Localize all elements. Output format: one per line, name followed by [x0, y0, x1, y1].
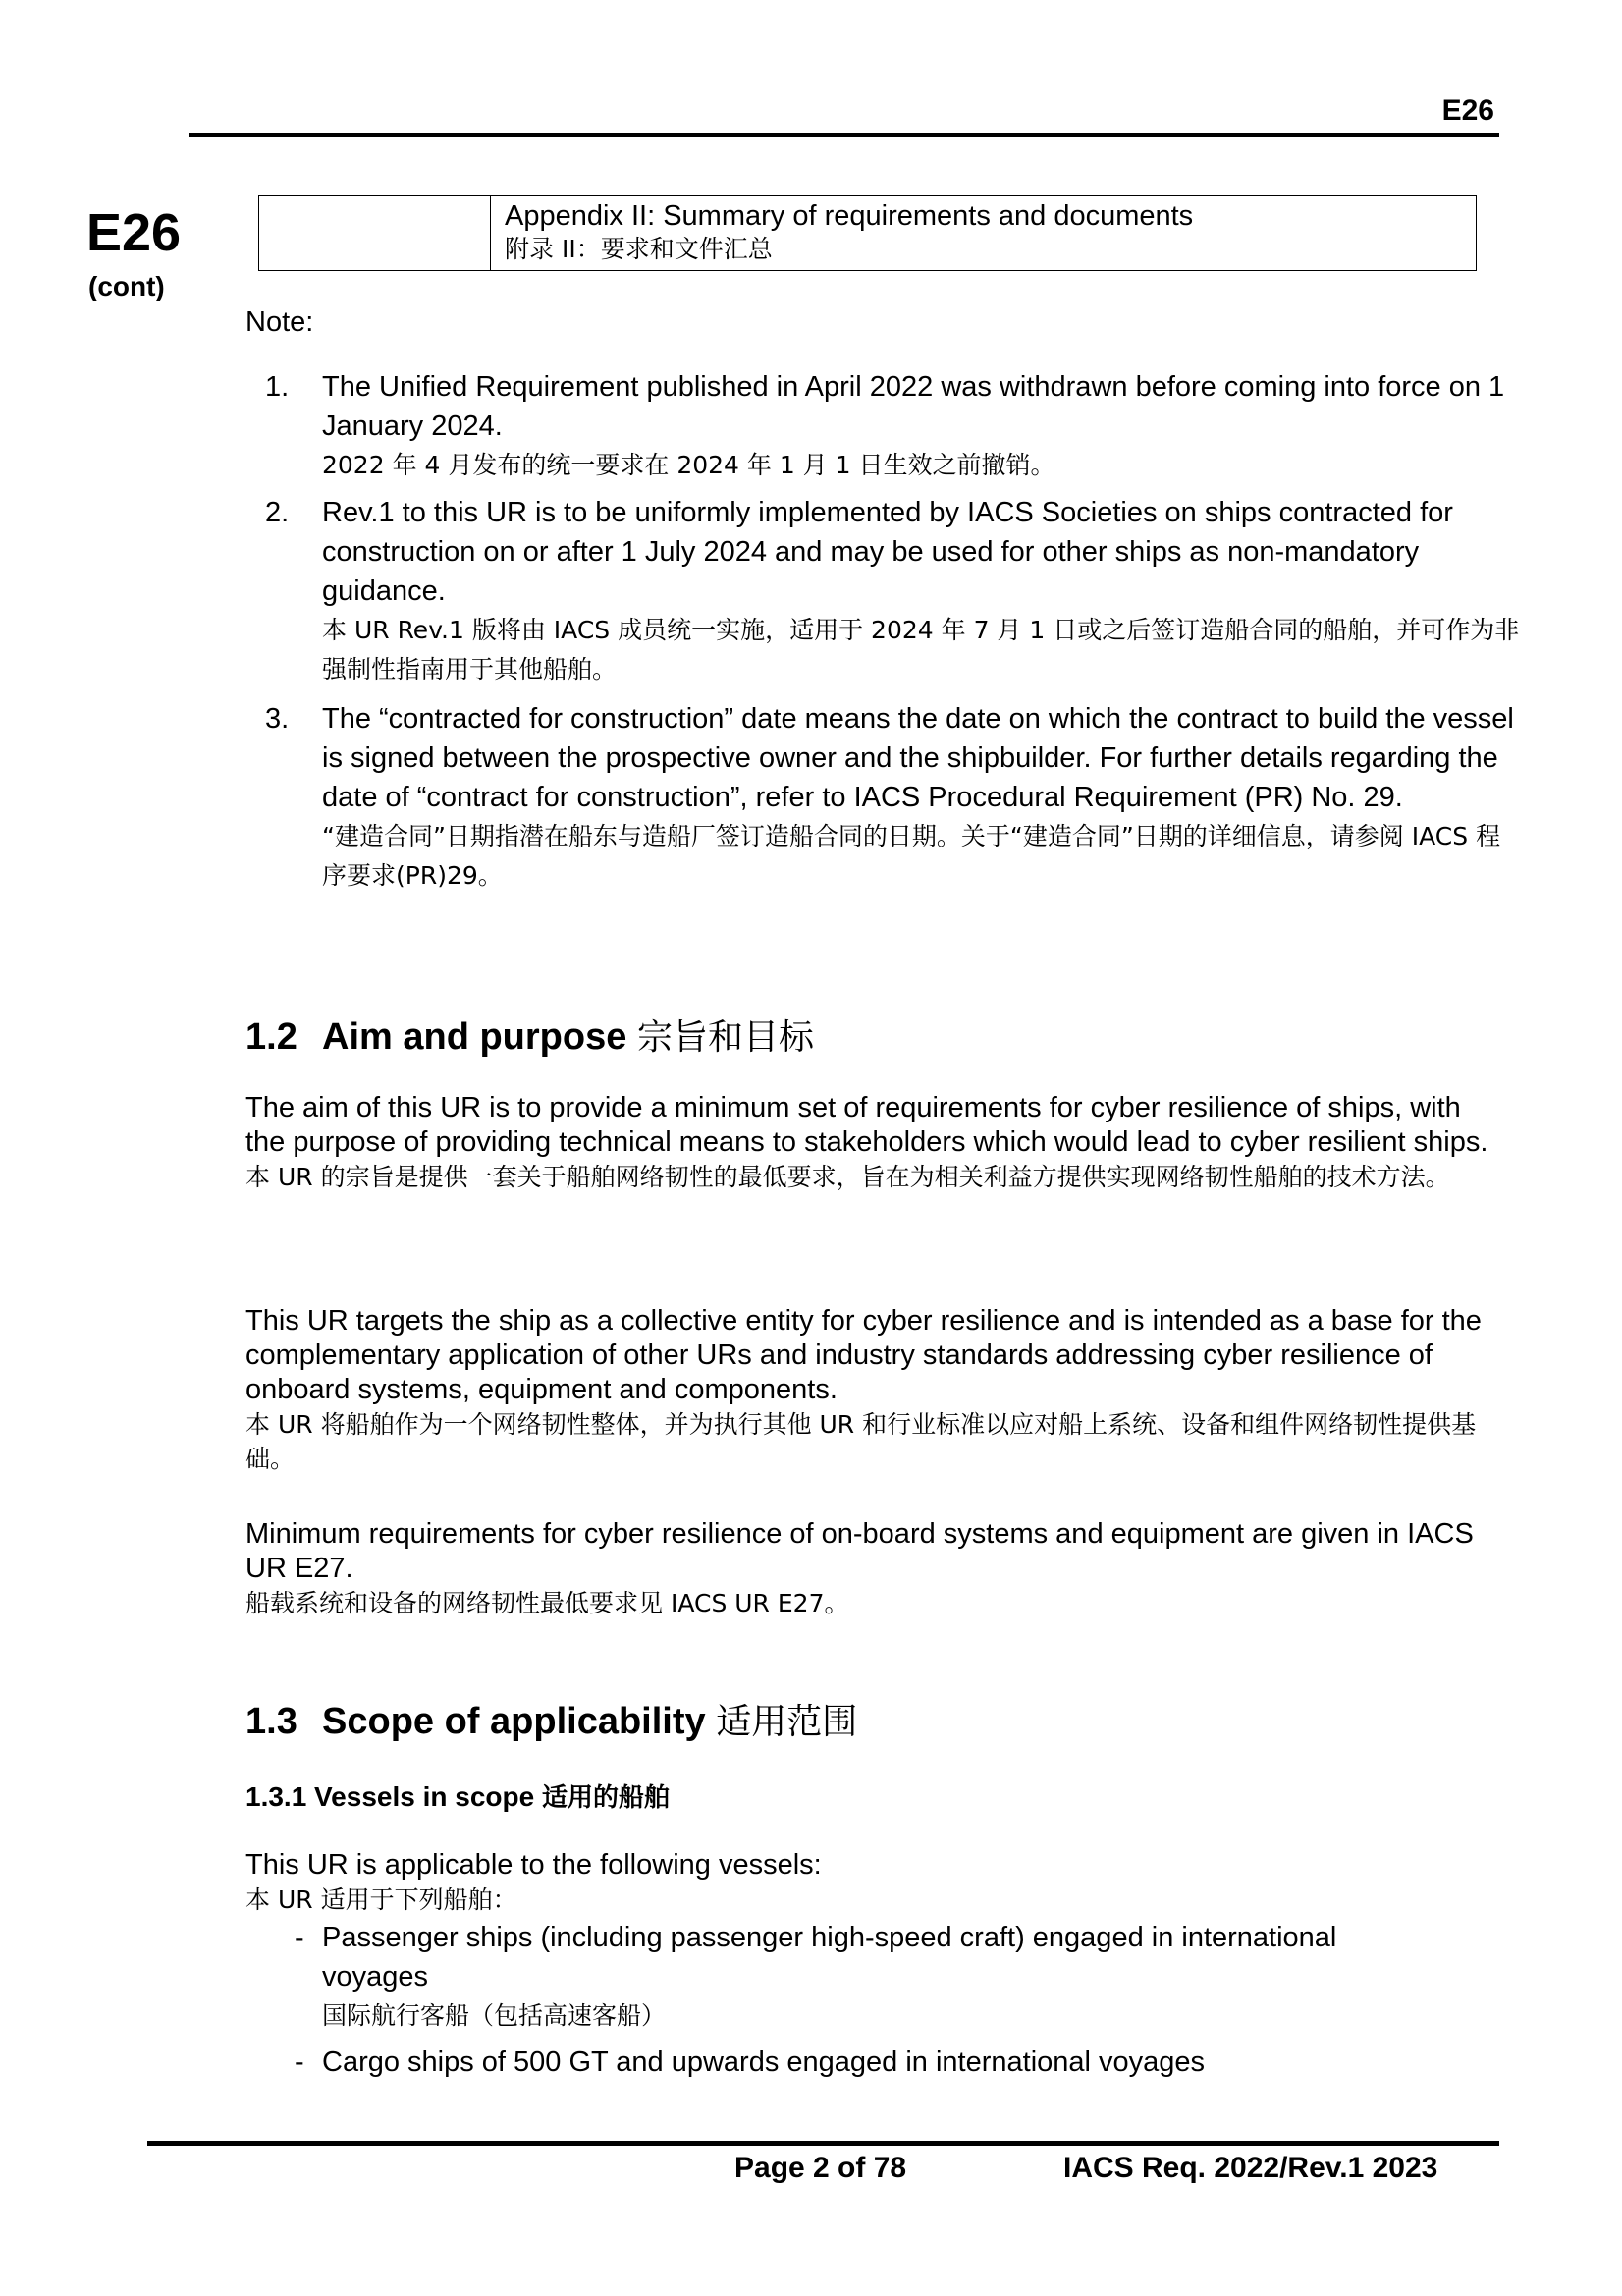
appendix-cell	[491, 196, 1207, 270]
section-heading-1-3	[245, 1694, 857, 1744]
bullet-dash: -	[295, 1922, 304, 1953]
header-code: E26	[1441, 94, 1494, 127]
subsection-title: 1.3.1 Vessels in scope	[245, 1781, 535, 1812]
paragraph-zh: 本 UR 将船舶作为一个网络韧性整体，并为执行其他 UR 和行业标准以应对船上系统、设备和组件网络韧性提供基础。	[245, 1410, 1477, 1473]
footer-reference: IACS Req. 2022/Rev.1 2023	[1063, 2152, 1438, 2184]
paragraph-en: This UR is applicable to the following vessels:	[245, 1849, 822, 1881]
note-text-en: Rev.1 to this UR is to be uniformly implemented by IACS Societies on ships contracted for construction on or after 1 July 2024 and may be used for other ships as non-mandatory guidance.	[322, 497, 1453, 607]
section-title-zh: 适用范围	[716, 1702, 858, 1742]
paragraph-zh: 本 UR 适用于下列船舶：	[245, 1886, 517, 1914]
section-number: 1.3	[245, 1701, 297, 1742]
subsection-title-zh: 适用的船舶	[541, 1783, 670, 1813]
appendix-title-en: Appendix II: Summary of requirements and documents	[505, 200, 1194, 232]
note-label: Note:	[245, 306, 314, 338]
header-rule	[189, 133, 1499, 137]
bullet-text-en: Passenger ships (including passenger high-speed craft) engaged in international voyages	[322, 1922, 1337, 1993]
paragraph-en: This UR targets the ship as a collective entity for cyber resilience and is intended as a base for the complementary application of other URs and industry standards addressing cyber resilience of onboard systems, equipment and components.	[245, 1305, 1482, 1405]
section-title: Aim and purpose	[322, 1016, 627, 1058]
paragraph-zh: 本 UR 的宗旨是提供一套关于船舶网络韧性的最低要求，旨在为相关利益方提供实现网络韧性船舶的技术方法。	[245, 1163, 1450, 1191]
bullet-item	[295, 2043, 1424, 2082]
note-number: 3.	[265, 703, 290, 735]
note-text-en: The Unified Requirement published in April 2022 was withdrawn before coming into force on 1 January 2024.	[322, 371, 1505, 442]
side-cont: (cont)	[88, 271, 165, 301]
appendix-table	[258, 195, 1477, 271]
section-title-zh: 宗旨和目标	[636, 1017, 814, 1058]
bullet-text-en: Cargo ships of 500 GT and upwards engaged in international voyages	[322, 2047, 1206, 2078]
paragraph	[245, 1848, 1502, 1917]
note-item	[245, 367, 1522, 485]
paragraph	[245, 1517, 1502, 1620]
paragraph-en: Minimum requirements for cyber resilience of on-board systems and equipment are given in IACS UR E27.	[245, 1518, 1474, 1584]
note-number: 1.	[265, 371, 290, 403]
note-number: 2.	[265, 497, 290, 528]
note-item	[245, 699, 1522, 896]
bullet-item	[295, 1918, 1424, 2036]
section-title: Scope of applicability	[322, 1701, 706, 1742]
paragraph-zh: 船载系统和设备的网络韧性最低要求见 IACS UR E27。	[245, 1589, 849, 1617]
side-code: E26	[86, 203, 182, 262]
note-text-zh: 本 UR Rev.1 版将由 IACS 成员统一实施，适用于 2024 年 7 月 1 日或之后签订造船合同的船舶，并可作为非强制性指南用于其他船舶。	[322, 616, 1520, 683]
section-number: 1.2	[245, 1016, 297, 1058]
bullet-dash: -	[295, 2047, 304, 2078]
note-text-en: The “contracted for construction” date means the date on which the contract to build the vessel is signed between the prospective owner and the shipbuilder. For further details regarding the date of “contract for construction”, refer to IACS Procedural Requirement (PR) No. 29.	[322, 703, 1514, 813]
footer-rule	[147, 2141, 1499, 2146]
paragraph-en: The aim of this UR is to provide a minimum set of requirements for cyber resilience of ships, with the purpose of providing technical means to stakeholders which would lead to cyber resilient ships.	[245, 1092, 1488, 1158]
bullet-text-zh: 国际航行客船（包括高速客船）	[322, 2001, 667, 2030]
footer-page-number: Page 2 of 78	[734, 2152, 907, 2184]
note-item	[245, 493, 1522, 689]
appendix-title-zh: 附录 II：要求和文件汇总	[505, 235, 773, 263]
paragraph	[245, 1091, 1502, 1194]
section-heading-1-2	[245, 1010, 814, 1060]
subsection-heading-1-3-1	[245, 1777, 670, 1814]
note-text-zh: “建造合同”日期指潜在船东与造船厂签订造船合同的日期。关于“建造合同”日期的详细信息，请参阅 IACS 程序要求(PR)29。	[322, 822, 1501, 890]
paragraph	[245, 1304, 1502, 1476]
appendix-blank-cell	[259, 196, 491, 270]
note-text-zh: 2022 年 4 月发布的统一要求在 2024 年 1 月 1 日生效之前撤销。	[322, 451, 1055, 479]
